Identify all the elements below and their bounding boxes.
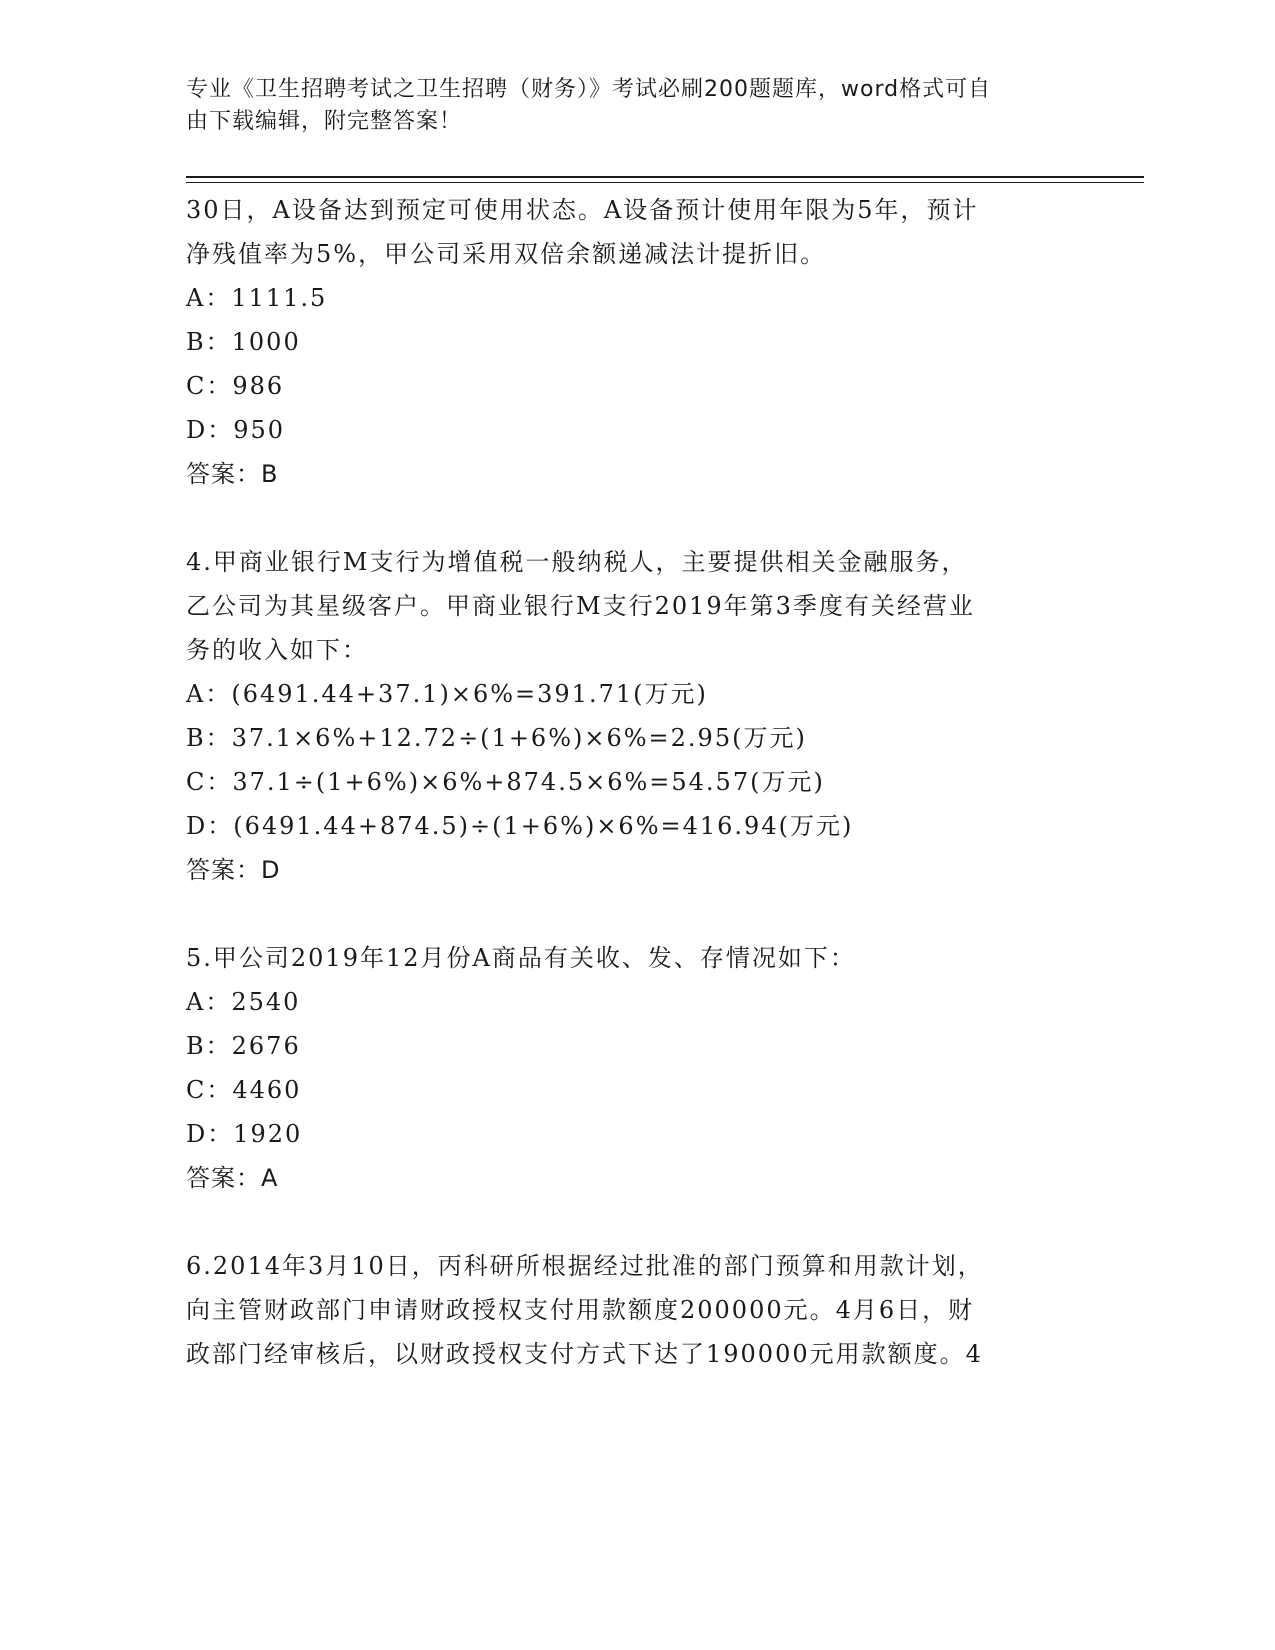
question-text-line: 乙公司为其星级客户。甲商业银行M支行2019年第3季度有关经营业 [186, 592, 975, 620]
spacer [186, 1200, 1086, 1244]
spacer [186, 496, 1086, 540]
question-text-line: 务的收入如下： [186, 636, 368, 664]
header-title-line-1: 专业《卫生招聘考试之卫生招聘（财务）》考试必刷200题题库，word格式可自 [186, 77, 992, 102]
option-c: C：37.1÷(1+6%)×6%+874.5×6%=54.57(万元) [186, 768, 825, 796]
question-text-line: 30日，A设备达到预定可使用状态。A设备预计使用年限为5年，预计 [186, 196, 979, 224]
question-text-line: 净残值率为5%，甲公司采用双倍余额递减法计提折旧。 [186, 240, 827, 268]
answer-label: 答案：D [186, 856, 281, 884]
header-title-line-2: 由下载编辑，附完整答案！ [186, 109, 463, 134]
question-text-line: 4.甲商业银行M支行为增值税一般纳税人，主要提供相关金融服务， [186, 548, 968, 576]
question-text-line: 6.2014年3月10日，丙科研所根据经过批准的部门预算和用款计划， [186, 1252, 984, 1280]
option-d: D：(6491.44+874.5)÷(1+6%)×6%=416.94(万元) [186, 812, 854, 840]
question-3 [186, 188, 1086, 496]
option-d: D：1920 [186, 1120, 303, 1148]
header-divider-thick [186, 176, 1144, 178]
option-c: C：986 [186, 372, 285, 400]
question-text-line: 5.甲公司2019年12月份A商品有关收、发、存情况如下： [186, 944, 856, 972]
question-5 [186, 936, 1086, 1200]
option-b: B：1000 [186, 328, 301, 356]
option-a: A：1111.5 [186, 284, 328, 312]
option-b: B：2676 [186, 1032, 301, 1060]
option-a: A：2540 [186, 988, 301, 1016]
question-text-line: 向主管财政部门申请财政授权支付用款额度200000元。4月6日，财 [186, 1296, 975, 1324]
question-4 [186, 540, 1086, 892]
document-header [186, 74, 1066, 138]
question-text-line: 政部门经审核后，以财政授权支付方式下达了190000元用款额度。4 [186, 1340, 983, 1368]
option-a: A：(6491.44+37.1)×6%=391.71(万元) [186, 680, 708, 708]
option-c: C：4460 [186, 1076, 302, 1104]
spacer [186, 892, 1086, 936]
question-6 [186, 1244, 1086, 1376]
answer-label: 答案：A [186, 1164, 279, 1192]
answer-label: 答案：B [186, 460, 279, 488]
option-d: D：950 [186, 416, 286, 444]
header-divider-thin [186, 182, 1144, 183]
question-content [186, 188, 1086, 1376]
option-b: B：37.1×6%+12.72÷(1+6%)×6%=2.95(万元) [186, 724, 807, 752]
